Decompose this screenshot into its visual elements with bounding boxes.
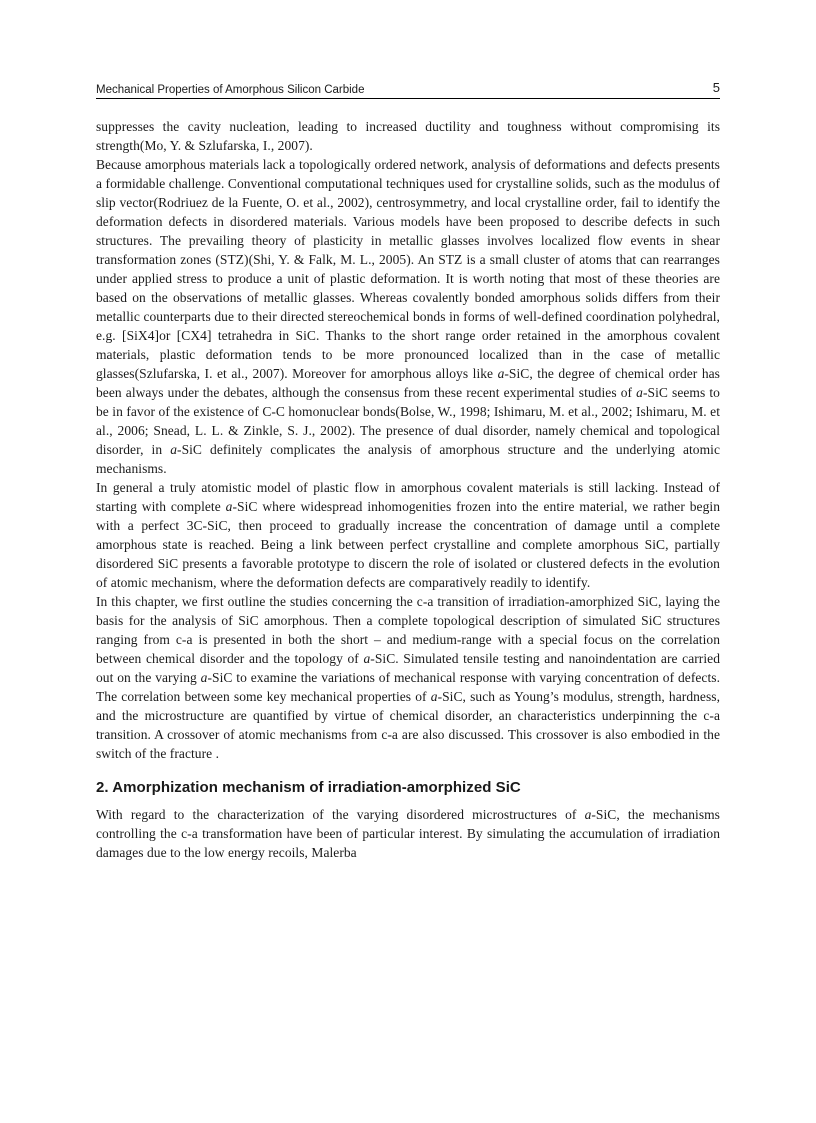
section-heading: 2. Amorphization mechanism of irradiation-amorphized SiC — [96, 779, 521, 796]
paragraph-3: In general a truly atomistic model of plastic flow in amorphous covalent materials is still lacking. Instead of starting with complete a-SiC where widespread inhomogenities frozen into the entire material, we rather begin with a perfect 3C-SiC, then proceed to gradually increase the concentration of damage until a complete amorphous state is reached. Being a link between perfect crystalline and complete amorphous SiC, partially disordered SiC presents a favorable prototype to discern the role of isolated or clustered defects in the evolution of atomic mechanism, where the deformation defects are comparatively readily to identify. — [96, 480, 721, 590]
page-body — [96, 117, 720, 862]
paragraph-4: In this chapter, we first outline the studies concerning the c-a transition of irradiation-amorphized SiC, laying the basis for the analysis of SiC amorphous. Then a complete topological description of simulated SiC structures ranging from c-a is presented in both the short – and medium-range with a special focus on the correlation between chemical disorder and the topology of a-SiC. Simulated tensile testing and nanoindentation are carried out on the varying a-SiC to examine the variations of mechanical response with varying concentration of defects. The correlation between some key mechanical properties of a-SiC, such as Young’s modulus, strength, hardness, and the microstructure are quantified by virtue of chemical disorder, an characteristics underpinning the c-a transition. A crossover of atomic mechanisms from c-a are also discussed. This crossover is also embodied in the switch of the fracture . — [96, 594, 720, 761]
running-header — [96, 80, 720, 99]
paragraph-5: With regard to the characterization of the varying disordered microstructures of a-SiC, the mechanisms controlling the c-a transformation have been of particular interest. By simulating the accumulation of irradiation damages due to the low energy recoils, Malerba — [96, 807, 720, 860]
running-title: Mechanical Properties of Amorphous Silicon Carbide — [96, 84, 365, 96]
paragraph-2: Because amorphous materials lack a topologically ordered network, analysis of deformations and defects presents a formidable challenge. Conventional computational techniques used for crystalline solids, such as the modulus of slip vector(Rodriuez de la Fuente, O. et al., 2002), centrosymmetry, and local crystalline order, fail to identify the deformation defects in disordered materials. Various models have been proposed to describe defects in such structures. The prevailing theory of plasticity in metallic glasses involves localized flow events in shear transformation zones (STZ)(Shi, Y. & Falk, M. L., 2005). An STZ is a small cluster of atoms that can rearranges under applied stress to produce a unit of plastic deformation. It is worth noting that most of these theories are based on the observations of metallic glasses. Whereas covalently bonded amorphous solids differs from their metallic counterparts due to their directed stereochemical bonds in forms of well-defined coordination polyhedral, e.g. [SiX4]or [CX4] tetrahedra in SiC. Thanks to the short range order retained in the amorphous covalent materials, plastic deformation tends to be more pronounced localized than in the case of metallic glasses(Szlufarska, I. et al., 2007). Moreover for amorphous alloys like a-SiC, the degree of chemical order has been always under the debates, although the consensus from these recent experimental studies of a-SiC seems to be in favor of the existence of C-C homonuclear bonds(Bolse, W., 1998; Ishimaru, M. et al., 2002; Ishimaru, M. et al., 2006; Snead, L. L. & Zinkle, S. J., 2002). The presence of dual disorder, namely chemical and topological disorder, in a-SiC definitely complicates the analysis of amorphous structure and the underlying atomic mechanisms. — [96, 157, 721, 476]
page-number: 5 — [712, 80, 720, 95]
paragraph-1: suppresses the cavity nucleation, leading to increased ductility and toughness without compromising its strength(Mo, Y. & Szlufarska, I., 2007). — [96, 119, 720, 153]
